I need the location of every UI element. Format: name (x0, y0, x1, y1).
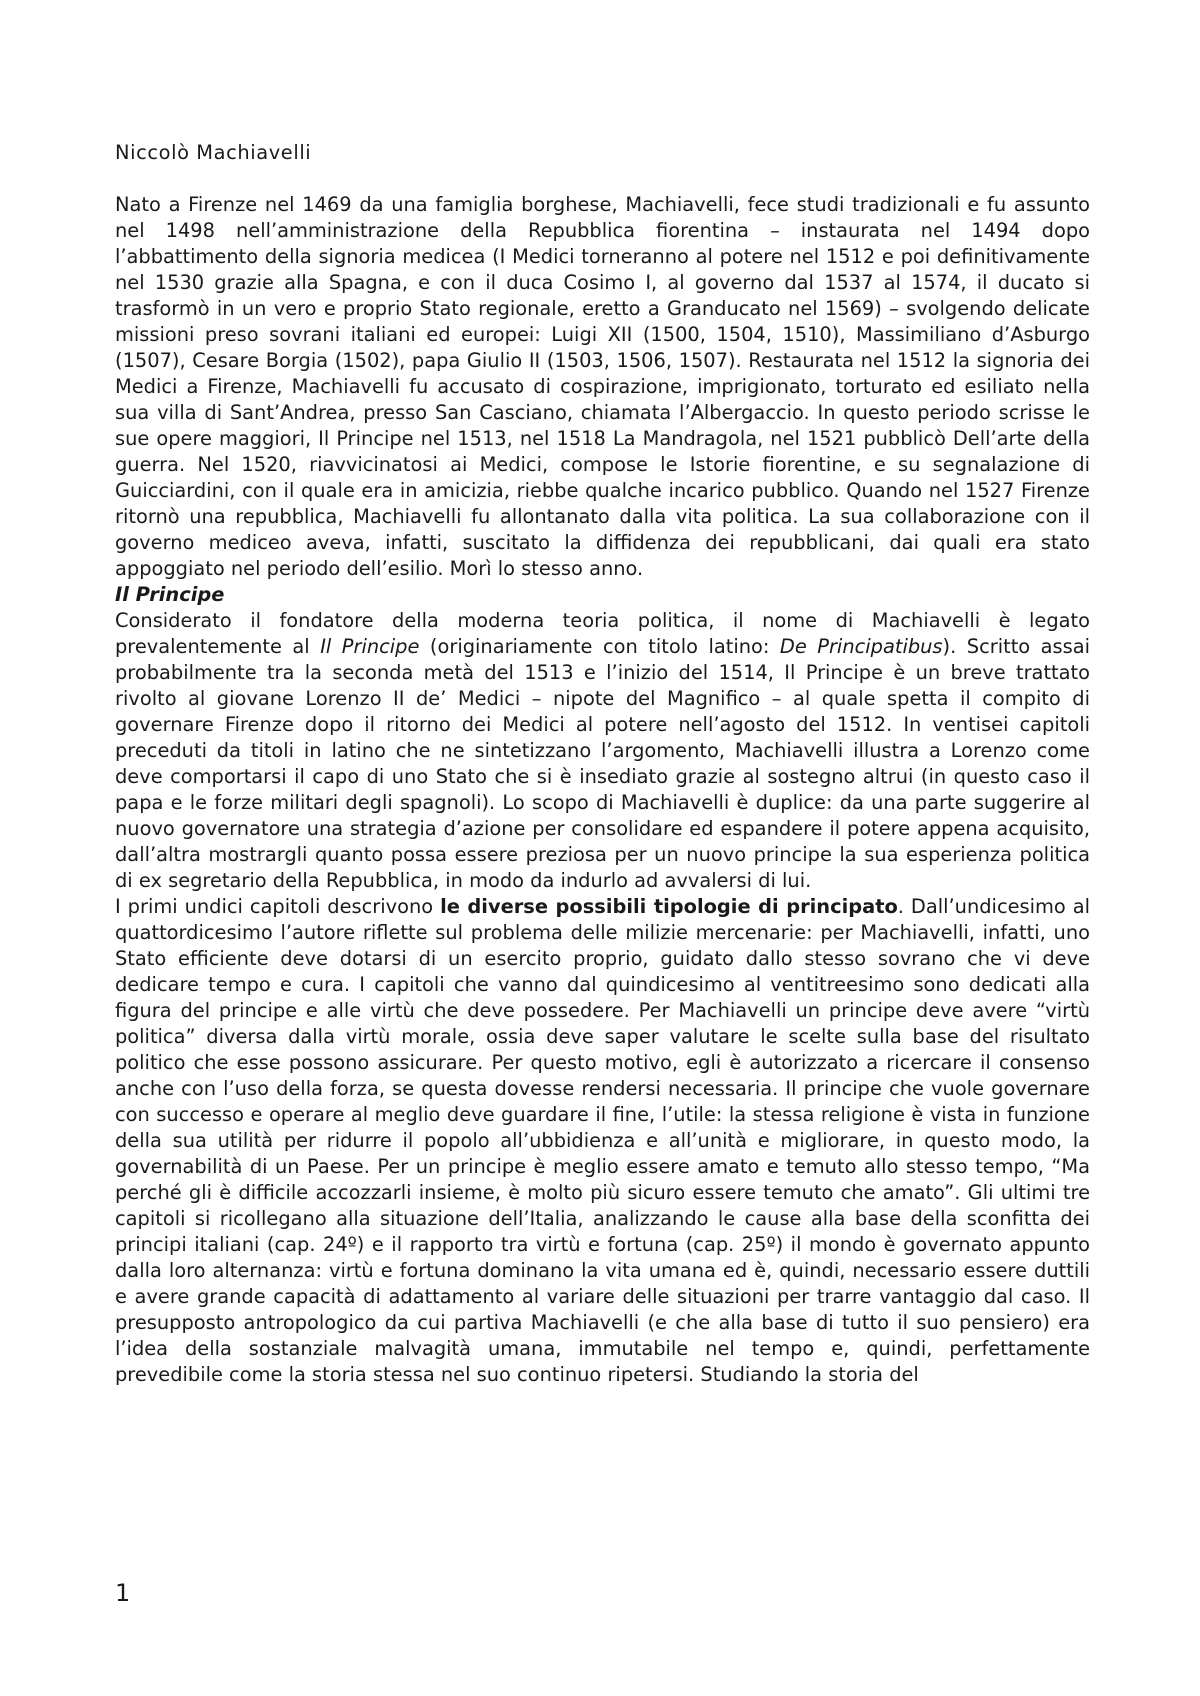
paragraph-biography: Nato a Firenze nel 1469 da una famiglia borghese, Machiavelli, fece studi tradizionali e fu assunto nel 1498 nell’amministrazione della Repubblica fiorentina – instaurata nel 1494 dopo l’abbattimento della signoria medicea (I Medici torneranno al potere nel 1512 e poi definitivamente nel 1530 grazie alla Spagna, e con il duca Cosimo I, al governo dal 1537 al 1574, il ducato si trasformò in un vero e proprio Stato regionale, eretto a Granducato nel 1569) – svolgendo delicate missioni preso sovrani italiani ed europei: Luigi XII (1500, 1504, 1510), Massimiliano d’Asburgo (1507), Cesare Borgia (1502), papa Giulio II (1503, 1506, 1507). Restaurata nel 1512 la signoria dei Medici a Firenze, Machiavelli fu accusato di cospirazione, imprigionato, torturato ed esiliato nella sua villa di Sant’Andrea, presso San Casciano, chiamata l’Albergaccio. In questo periodo scrisse le sue opere maggiori, Il Principe nel 1513, nel 1518 La Mandragola, nel 1521 pubblicò Dell’arte della guerra. Nel 1520, riavvicinatosi ai Medici, compose le Istorie fiorentine, e su segnalazione di Guicciardini, con il quale era in amicizia, riebbe qualche incarico pubblico. Quando nel 1527 Firenze ritornò una repubblica, Machiavelli fu allontanato dalla vita politica. La sua collaborazione con il governo mediceo aveva, infatti, suscitato la diffidenza dei repubblicani, dai quali era stato appoggiato nel periodo dell’esilio. Morì lo stesso anno. (115, 193, 1090, 580)
page-number: 1 (115, 1579, 131, 1607)
text-run: (originariamente con titolo latino: (419, 635, 780, 658)
bold-emphasis: le diverse possibili tipologie di principato (440, 895, 898, 918)
italic-title-de-principatibus: De Principatibus (779, 635, 943, 658)
document-body (115, 140, 1090, 1388)
paragraph-chapters (115, 894, 1090, 1388)
text-run: I primi undici capitoli descrivono (115, 895, 441, 918)
text-run: Considerato il fondatore della moderna teoria politica, il nome di Machiavelli è legato prevalentemente al (115, 609, 1090, 658)
text-run: ). Scritto assai probabilmente tra la seconda metà del 1513 e l’inizio del 1514, Il Principe è un breve trattato rivolto al giovane Lorenzo II de’ Medici – nipote del Magnifico – al quale spetta il compito di governare Firenze dopo il ritorno dei Medici al potere nell’agosto del 1512. In ventisei capitoli preceduti da titoli in latino che ne sintetizzano l’argomento, Machiavelli illustra a Lorenzo come deve comportarsi il capo di uno Stato che si è insediato grazie al sostegno altrui (in questo caso il papa e le forze militari degli spagnoli). Lo scopo di Machiavelli è duplice: da una parte suggerire al nuovo governatore una strategia d’azione per consolidare ed espandere il potere appena acquisito, dall’altra mostrargli quanto possa essere preziosa per un nuovo principe la sua esperienza politica di ex segretario della Repubblica, in modo da indurlo ad avvalersi di lui. (115, 635, 1091, 892)
text-run: . Dall’undicesimo al quattordicesimo l’autore riflette sul problema delle milizie mercenarie: per Machiavelli, infatti, uno Stato efficiente deve dotarsi di un esercito proprio, guidato dallo stesso sovrano che vi deve dedicare tempo e cura. I capitoli che vanno dal quindicesimo al ventitreesimo sono dedicati alla figura del principe e alle virtù che deve possedere. Per Machiavelli un principe deve avere “virtù politica” diversa dalla virtù morale, ossia deve saper valutare le scelte sulla base del risultato politico che esse possono assicurare. Per questo motivo, egli è autorizzato a ricercare il consenso anche con l’uso della forza, se questa dovesse rendersi necessaria. Il principe che vuole governare con successo e operare al meglio deve guardare il fine, l’utile: la stessa religione è vista in funzione della sua utilità per ridurre il popolo all’ubbidienza e all’unità e migliorare, in questo modo, la governabilità di un Paese. Per un principe è meglio essere amato e temuto allo stesso tempo, “Ma perché gli è difficile accozzarli insieme, è molto più sicuro essere temuto che amato”. Gli ultimi tre capitoli si ricollegano alla situazione dell’Italia, analizzando le cause alla base della sconfitta dei principi italiani (cap. 24º) e il rapporto tra virtù e fortuna (cap. 25º) il mondo è governato appunto dalla loro alternanza: virtù e fortuna dominano la vita umana ed è, quindi, necessario essere duttili e avere grande capacità di adattamento al variare delle situazioni per trarre vantaggio dal caso. Il presupposto antropologico da cui partiva Machiavelli (e che alla base di tutto il suo pensiero) era l’idea della sostanziale malvagità umana, immutabile nel tempo e, quindi, perfettamente prevedibile come la storia stessa nel suo continuo ripetersi. Studiando la storia del (115, 895, 1090, 1386)
document-title: Niccolò Machiavelli (115, 141, 312, 164)
paragraph-il-principe-intro (115, 608, 1090, 894)
section-heading-il-principe: Il Principe (115, 583, 225, 606)
italic-title-il-principe: Il Principe (320, 635, 420, 658)
